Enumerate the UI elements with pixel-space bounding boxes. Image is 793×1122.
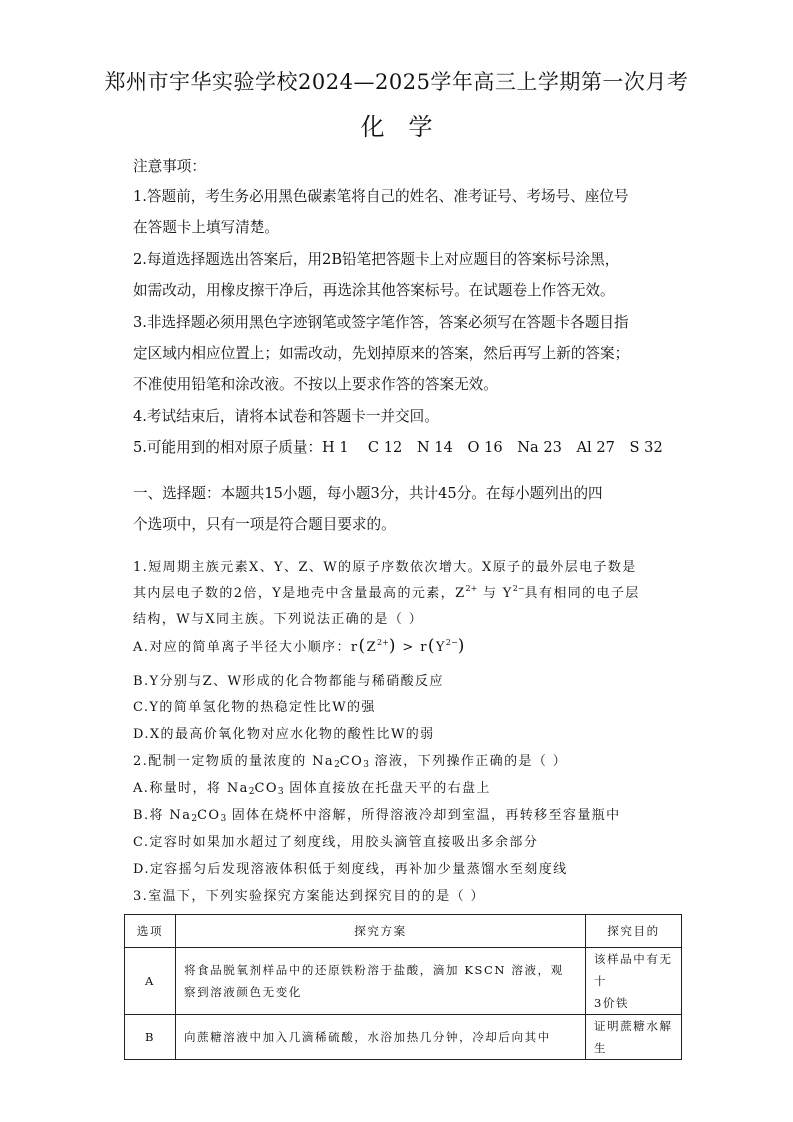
q1-stem-line1: 1.短周期主族元素X、Y、Z、W的原子序数依次增大。X原子的最外层电子数是 — [133, 560, 637, 575]
note-line: 不准使用铅笔和涂改液。不按以上要求作答的答案无效。 — [133, 376, 498, 393]
table-cell-goal: 证明蔗糖水解生 — [586, 1015, 682, 1060]
q1-stem-line3: 结构，W与X同主族。下列说法正确的是（ ） — [133, 612, 424, 627]
q2-option-c: C.定容时如果加水超过了刻度线，用胶头滴管直接吸出多余部分 — [133, 835, 539, 850]
table-cell-plan: 将食品脱氧剂样品中的还原铁粉溶于盐酸，滴加 KSCN 溶液，观 察到溶液颜色无变化 — [176, 948, 586, 1015]
note-line-atomic-mass: 5.可能用到的相对原子质量：H 1 C 12 N 14 O 16 Na 23 Al 27 S 32 — [133, 439, 663, 456]
table-cell-option: A — [125, 948, 176, 1015]
note-line: 在答题卡上填写清楚。 — [133, 219, 279, 236]
q1-option-d: D.X的最高价氧化物对应水化物的酸性比W的弱 — [133, 727, 435, 742]
table-header-option: 选项 — [125, 915, 176, 948]
note-line: 3.非选择题必须用黑色字迹钢笔或签字笔作答，答案必须写在答题卡各题目指 — [133, 314, 629, 331]
q2-option-a: A.称量时，将 $Na_2CO_3$ 固体直接放在托盘天平的右盘上 — [133, 781, 491, 797]
q2-stem: 2.配制一定物质的量浓度的 $Na_2CO_3$ 溶液，下列操作正确的是（ ） — [133, 754, 568, 770]
note-line: 4.考试结束后，请将本试卷和答题卡一并交回。 — [133, 408, 439, 425]
table-header-goal: 探究目的 — [586, 915, 682, 948]
table-row — [125, 948, 682, 1015]
table-row — [125, 1015, 682, 1060]
q1-option-a: A.对应的简单离子半径大小顺序：$r(Z^{2+}) > r(Y^{2-})$ — [133, 636, 466, 656]
note-line: 定区域内相应位置上；如需改动，先划掉原来的答案，然后再写上新的答案； — [133, 345, 630, 362]
notes-heading: 注意事项： — [133, 158, 206, 175]
table-header-plan: 探究方案 — [176, 915, 586, 948]
table-header-row — [125, 915, 682, 948]
table-cell-plan: 向蔗糖溶液中加入几滴稀硫酸，水浴加热几分钟，冷却后向其中 — [176, 1015, 586, 1060]
subject-title: 化学 — [360, 113, 457, 141]
q2-option-b: B.将 $Na_2CO_3$ 固体在烧杯中溶解，所得溶液冷却到室温，再转移至容量瓶中 — [133, 808, 621, 824]
note-line: 2.每道选择题选出答案后，用2B铅笔把答题卡上对应题目的答案标号涂黑， — [133, 251, 620, 268]
q2-option-d: D.定容摇匀后发现溶液体积低于刻度线，再补加少量蒸馏水至刻度线 — [133, 862, 568, 877]
table-cell-goal: 该样品中有无十 3价铁 — [586, 948, 682, 1015]
q1-option-b: B.Y分别与Z、W形成的化合物都能与稀硝酸反应 — [133, 674, 444, 689]
table-cell-option: B — [125, 1015, 176, 1060]
note-line: 如需改动，用橡皮擦干净后，再选涂其他答案标号。在试题卷上作答无效。 — [133, 282, 615, 299]
q1-stem-line2: 其内层电子数的2倍，Y是地壳中含量最高的元素，$Z^{2+}$ 与 $Y^{2-}$具有相同的电子层 — [133, 584, 640, 601]
q3-options-table — [124, 914, 682, 1060]
section-one-heading-cont: 个选项中，只有一项是符合题目要求的。 — [133, 516, 396, 533]
section-one-heading: 一、选择题：本题共15小题，每小题3分，共计45分。在每小题列出的四 — [133, 485, 603, 502]
note-line: 1.答题前，考生务必用黑色碳素笔将自己的姓名、准考证号、考场号、座位号 — [133, 188, 629, 205]
q1-option-c: C.Y的简单氢化物的热稳定性比W的强 — [133, 700, 376, 715]
q3-stem: 3.室温下，下列实验探究方案能达到探究目的的是（ ） — [133, 889, 485, 904]
exam-title: 郑州市宇华实验学校2024—2025学年高三上学期第一次月考 — [104, 70, 689, 94]
